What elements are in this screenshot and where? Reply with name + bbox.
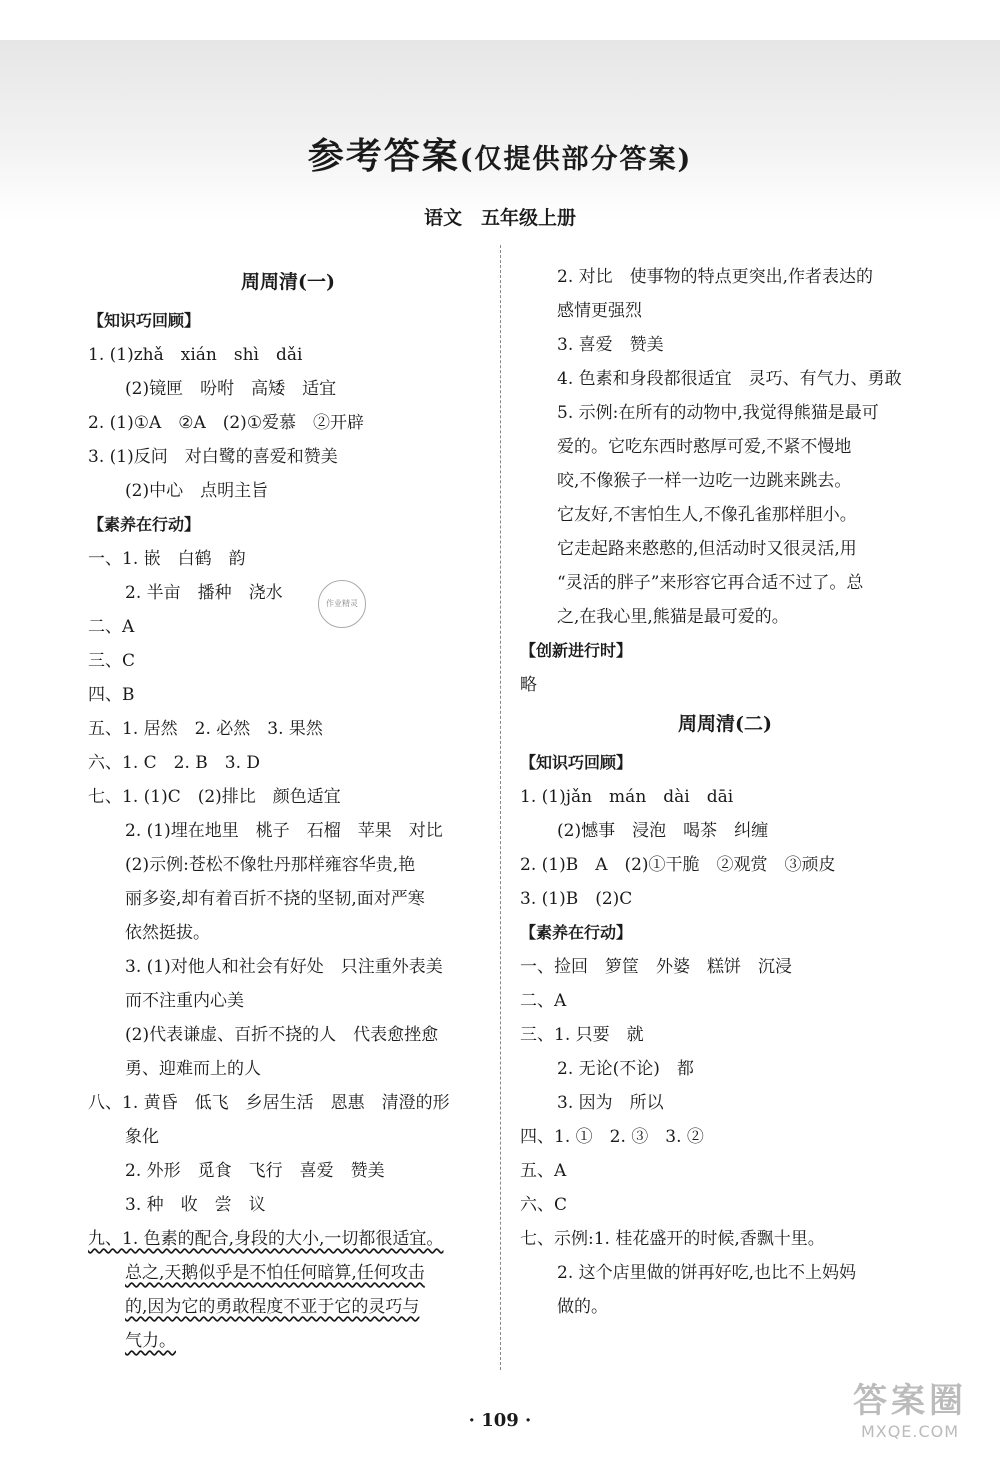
answer-line: 2. (1)①A ②A (2)①爱慕 ②开辟 bbox=[88, 413, 365, 433]
section-heading: 周周清(一) bbox=[241, 271, 335, 293]
subject-subtitle: 语文 五年级上册 bbox=[423, 207, 576, 229]
answer-line: 气力。 bbox=[125, 1331, 176, 1351]
answer-line: 之,在我心里,熊猫是最可爱的。 bbox=[557, 607, 789, 627]
title-main: 参考答案 bbox=[307, 135, 460, 177]
section-heading: 周周清(二) bbox=[678, 713, 772, 735]
answer-line: 1. (1)zhǎ xián shì dǎi bbox=[88, 345, 303, 365]
answer-line: 2. (1)埋在地里 桃子 石榴 苹果 对比 bbox=[125, 821, 443, 841]
answer-line: 七、示例:1. 桂花盛开的时候,香飘十里。 bbox=[520, 1229, 825, 1249]
answer-line: 勇、迎难而上的人 bbox=[125, 1059, 261, 1079]
left-column bbox=[88, 260, 488, 1358]
answer-line: 它友好,不害怕生人,不像孔雀那样胆小。 bbox=[557, 505, 857, 525]
answer-line: 2. 外形 觅食 飞行 喜爱 赞美 bbox=[125, 1161, 385, 1181]
answer-line: 而不注重内心美 bbox=[125, 991, 244, 1011]
subsection-label: 【知识巧回顾】 bbox=[520, 753, 633, 772]
answer-line: (2)示例:苍松不像牡丹那样雍容华贵,艳 bbox=[125, 855, 416, 875]
answer-line: 3. (1)反问 对白鹭的喜爱和赞美 bbox=[88, 447, 338, 467]
page-title bbox=[0, 128, 1000, 179]
answer-line: 4. 色素和身段都很适宜 灵巧、有气力、勇敢 bbox=[557, 369, 902, 389]
answer-line: 3. 种 收 尝 议 bbox=[125, 1195, 266, 1215]
answer-line: 做的。 bbox=[557, 1297, 608, 1317]
answer-line: 3. (1)B (2)C bbox=[520, 889, 633, 909]
answer-line: 四、1. ① 2. ③ 3. ② bbox=[520, 1127, 704, 1147]
stamp bbox=[318, 580, 366, 628]
answer-line: 2. (1)B A (2)①干脆 ②观赏 ③顽皮 bbox=[520, 855, 836, 875]
answer-line: 二、A bbox=[520, 991, 567, 1011]
answer-line: (2)中心 点明主旨 bbox=[125, 481, 269, 501]
answer-line: 3. (1)对他人和社会有好处 只注重外表美 bbox=[125, 957, 443, 977]
answer-line: 2. 半亩 播种 浇水 bbox=[125, 583, 283, 603]
column-divider bbox=[500, 245, 501, 1370]
watermark bbox=[840, 1373, 980, 1453]
answer-line: 的,因为它的勇敢程度不亚于它的灵巧与 bbox=[125, 1297, 420, 1317]
answer-line: 六、C bbox=[520, 1195, 568, 1215]
answer-line: 3. 因为 所以 bbox=[557, 1093, 664, 1113]
subsection-label: 【创新进行时】 bbox=[520, 641, 633, 660]
answer-line: (2)憾事 浸泡 喝茶 纠缠 bbox=[557, 821, 769, 841]
answer-line: 2. 这个店里做的饼再好吃,也比不上妈妈 bbox=[557, 1263, 857, 1283]
answer-line: 丽多姿,却有着百折不挠的坚韧,面对严寒 bbox=[125, 889, 425, 909]
answer-line: 1. (1)jǎn mán dài dāi bbox=[520, 787, 734, 807]
answer-line: 依然挺拔。 bbox=[125, 923, 210, 943]
answer-line: 3. 喜爱 赞美 bbox=[557, 335, 664, 355]
subsection-label: 【知识巧回顾】 bbox=[88, 311, 201, 330]
answer-line: 2. 无论(不论) 都 bbox=[557, 1059, 694, 1079]
answer-line: 三、1. 只要 就 bbox=[520, 1025, 644, 1045]
answer-line: 九、1. 色素的配合,身段的大小,一切都很适宜。 bbox=[88, 1229, 444, 1249]
answer-line: 八、1. 黄昏 低飞 乡居生活 恩惠 清澄的形 bbox=[88, 1093, 450, 1113]
answer-line: 总之,天鹅似乎是不怕任何暗算,任何攻击 bbox=[125, 1263, 425, 1283]
answer-line: 感情更强烈 bbox=[557, 301, 642, 321]
answer-line: 爱的。它吃东西时憨厚可爱,不紧不慢地 bbox=[557, 437, 852, 457]
subsection-label: 【素养在行动】 bbox=[88, 515, 201, 534]
answer-line: (2)镜匣 吩咐 高矮 适宜 bbox=[125, 379, 337, 399]
stamp-text: 作业精灵 bbox=[326, 599, 358, 608]
answer-line: (2)代表谦虚、百折不挠的人 代表愈挫愈 bbox=[125, 1025, 439, 1045]
answer-line: 二、A bbox=[88, 617, 135, 637]
answer-line: 五、1. 居然 2. 必然 3. 果然 bbox=[88, 719, 323, 739]
answer-line: 六、1. C 2. B 3. D bbox=[88, 753, 261, 773]
answer-line: 一、捡回 箩筐 外婆 糕饼 沉浸 bbox=[520, 957, 792, 977]
answer-line: 略 bbox=[520, 675, 537, 695]
answer-line: 它走起路来憨憨的,但活动时又很灵活,用 bbox=[557, 539, 857, 559]
page-number: · 109 · bbox=[468, 1410, 532, 1431]
title-sub: (仅提供部分答案) bbox=[459, 144, 693, 175]
answer-line: 咬,不像猴子一样一边吃一边跳来跳去。 bbox=[557, 471, 852, 491]
answer-line: 三、C bbox=[88, 651, 136, 671]
watermark-logo: 答案圈 bbox=[853, 1381, 967, 1421]
subsection-label: 【素养在行动】 bbox=[520, 923, 633, 942]
answer-line: 一、1. 嵌 白鹤 韵 bbox=[88, 549, 246, 569]
answer-line: “灵活的胖子”来形容它再合适不过了。总 bbox=[557, 573, 864, 593]
answer-line: 五、A bbox=[520, 1161, 567, 1181]
answer-line: 象化 bbox=[125, 1127, 159, 1147]
watermark-url: MXQE.COM bbox=[860, 1422, 960, 1441]
answer-line: 5. 示例:在所有的动物中,我觉得熊猫是最可 bbox=[557, 403, 879, 423]
right-column bbox=[520, 260, 930, 1324]
answer-line: 四、B bbox=[88, 685, 135, 705]
answer-line: 七、1. (1)C (2)排比 颜色适宜 bbox=[88, 787, 341, 807]
answer-line: 2. 对比 使事物的特点更突出,作者表达的 bbox=[557, 267, 874, 287]
